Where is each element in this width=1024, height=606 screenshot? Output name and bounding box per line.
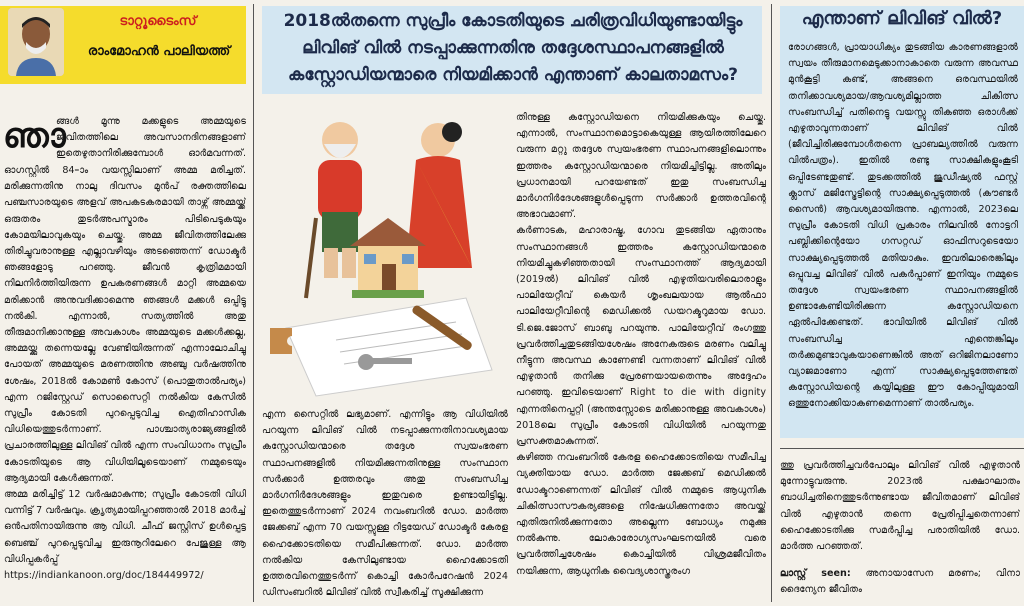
section-divider — [780, 448, 1024, 449]
author-photo — [8, 8, 64, 76]
author-name: രാംമോഹൻ പാലിയത്ത് — [87, 44, 231, 59]
drop-cap: ഞാ — [3, 116, 66, 156]
article-column-1: ഓഗസ്റ്റിൽ 84–ാം വയസ്സിലാണ് അമ്മ മരിച്ചത്. മരിക്കുന്നതിനു നാലു ദിവസം മുൻപ് രക്തത്തിലെ പഞ്ചസാരയുടെ അളവ് അപകടകരമായി താഴ്ന്ന് അമ്മയ്ക്ക് ഒരുതരം തുടർഅപസ്മാരം പിടിപെടുകയും കോമയിലാവുകയും ചെയ്തു. അമ്മ ജീവിതത്തിലേക്കു തിരിച്ചുവരാനുള്ള എല്ലാവഴിയും അടഞ്ഞെന്ന് ഡോക്ടർ ഞങ്ങളോടു പറഞ്ഞു. ജീവൻ കൃത്രിമമായി നിലനിർത്തിയിരുന്ന ഉപകരണങ്ങൾ മാറ്റി അമ്മയെ മരിക്കാൻ അനുവദിക്കാമെന്നു ഞങ്ങൾ മക്കൾ ഒപ്പിട്ടു നൽകി. എന്നാൽ, സത്യത്തിൽ അതു തീരുമാനിക്കാനുള്ള അവകാശം അമ്മയുടെ മക്കൾക്കല്ല, അമ്മയ്ക്കു തന്നെയല്ലേ വേണ്ടിയിരുന്നത് എന്നാലോചിച്ചു പോയത് അമ്മയുടെ മരണത്തിനു അഞ്ചു വർഷത്തിനു ശേഷം, 2018ൽ കോമൺ കോസ് (പൊതുതാൽപര്യം) എന്ന റജിസ്റ്റേഡ് സൊസൈറ്റി നൽകിയ കേസിൽ സുപ്രീം കോടതി പുറപ്പെടുവിച്ച ഐതിഹാസിക വിധിയെത്തുടർന്നാണ്. പാശ്ചാത്യരാജ്യങ്ങളിൽ പ്രചാരത്തിലുള്ള ലിവിങ് വിൽ എന്ന സംവിധാനം സുപ്രീം കോടതിയുടെ ആ വിധിയിലൂടെയാണ് നമ്മുടെയും ആദ്യമായി കേൾക്കുന്നത്. അമ്മ മരിച്ചിട്ട് 12 വർഷമാകുന്നു; സുപ്രീം കോടതി വിധി വന്നിട്ട് 7 വർഷവും. ക്രൃത്യമായിപ്പറഞ്ഞാൽ 2018 മാർച്ച് ഒൻപതിനായിരുന്നു ആ വിധി. ചീഫ് ജസ്റ്റിസ് ഉൾപ്പെട്ട ബെഞ്ച് പുറപ്പെടുവിച്ച ഇരുനൂറിലേറെ പേജുള്ള ആ വിധിപ്പകർപ്പ് https://indiankanoon.org/doc/184449972/ — [4, 165, 246, 582]
article-intro: ങ്ങൾ മൂന്നു മക്കളുടെ അമ്മയുടെ ജീവിതത്തിലെ അവസാനദിനങ്ങളാണ് ഇതെഴുതാനിരിക്കുമ്പോൾ ഓർമവന്നത്. — [56, 116, 246, 160]
article-column-3: തിനുള്ള കസ്റ്റോഡിയനെ നിയമിക്കുകയും ചെയ്തു. എന്നാൽ, സംസ്ഥാനമൊട്ടാകെയുള്ള ആയിരത്തിലേറെ വരുന്ന മറ്റു തദ്ദേശ സ്വയംഭരണ സ്ഥാപനങ്ങളിലൊന്നും ഇത്തരം കസ്റ്റോഡിയന്മാരെ നിയമിച്ചിട്ടില്ല. അതിലും പ്രധാനമായി പറയേണ്ടത് ഇതു സംബന്ധിച്ച മാർഗനിർദേശങ്ങളുൾപ്പെടുന്ന സർക്കാർ ഉത്തരവിന്റെ അഭാവമാണ്. കർണാടക, മഹാരാഷ്ട്ര, ഗോവ തുടങ്ങിയ ഏതാനും സംസ്ഥാനങ്ങൾ ഇത്തരം കസ്റ്റോഡിയന്മാരെ നിയമിച്ചുകഴിഞ്ഞതായി സംസ്ഥാനത്ത് ആദ്യമായി (2019ൽ) ലിവിങ് വിൽ എഴുതിയവരിലൊരാളും പാലിയേറ്റീവ് കെയർ ശൃംഖലയായ ആൽഫാ പാലിയേറ്റീവിന്റെ മെഡിക്കൽ ഡയറക്ടറുമായ ഡോ. ടി.ജെ.ജോസ് ബാബു പറയുന്നു. പാലിയേറ്റീവ് രംഗത്തു പ്രവർത്തിച്ചതുടങ്ങിയശേഷം അനേകരുടെ മരണം വലിച്ചു നീട്ടുന്ന അവസ്ഥ കാണേണ്ടി വന്നതാണ് ലിവിങ് വിൽ എഴുതാൻ തനിക്കു പ്രേരണയായതെന്നും അദ്ദേഹം പറഞ്ഞു. ഇവിടെയാണ് Right to die with dignity എന്നതിനെപ്പറ്റി (അന്തസ്സോടെ മരിക്കാനുള്ള അവകാശം) 2018ലെ സുപ്രീം കോടതി വിധിയിൽ പറയുന്നതു പ്രസക്തമാകുന്നത്. കഴിഞ്ഞ നവംബറിൽ കേരള ഹൈക്കോടതിയെ സമീപിച്ച വ്യക്തിയായ ഡോ. മാർത്ത ജേക്കബ് മെഡിക്കൽ ഡോക്ടറാണെന്നത് ലിവിങ് വിൽ നമ്മുടെ ആധുനിക ചികിത്സാസൗകര്യങ്ങളെ നിഷേധിക്കുന്നതോ അവയ്ക്ക് എതിരുനിൽക്കുന്നതോ അല്ലെന്ന ബോധ്യം നമുക്കു നൽകുന്നു. ലോകാരോഗ്യസംഘടനയിൽ വരെ പ്രവർത്തിച്ചശേഷം കൊച്ചിയിൽ വിശ്രമജീവിതം നയിക്കുന്ന, ആധുനിക വൈദ്യശാസ്ത്രരംഗ — [516, 112, 766, 577]
article-column-2: എന്ന സൈറ്റിൽ ലഭ്യമാണ്. എന്നിട്ടും ആ വിധിയിൽ പറയുന്ന ലിവിങ് വിൽ നടപ്പാക്കുന്നതിനാവശ്യമായ കസ്റ്റോഡിയന്മാരെ തദ്ദേശ സ്വയംഭരണ സ്ഥാപനങ്ങളിൽ നിയമിക്കുന്നതിനുള്ള സംസ്ഥാന സർക്കാർ ഉത്തരവും അതു സംബന്ധിച്ച മാർഗനിർദേശങ്ങളും ഇതുവരെ ഉണ്ടായിട്ടില്ല. ഇതെത്തുടർന്നാണ് 2024 നവംബറിൽ ഡോ. മാർത്ത ജേക്കബ് എന്ന 70 വയസ്സുള്ള റിട്ടയേഡ് ഡോക്ടർ കേരള ഹൈക്കോടതിയെ സമീപിക്കുന്നത്. ഡോ. മാർത്ത നൽകിയ കേസിലുണ്ടായ ഹൈക്കോടതി ഉത്തരവിനെത്തുടർന്ന് കൊച്ചി കോർപറേഷൻ 2024 ഡിസംബറിൽ ലിവിങ് വിൽ സ്വീകരിച്ച് സൂക്ഷിക്കുന്ന — [262, 409, 508, 599]
headline: 2018ൽതന്നെ സുപ്രീം കോടതിയുടെ ചരിത്രവിധിയുണ്ടായിട്ടും ലിവിങ് വിൽ നടപ്പാക്കുന്നതിനു തദ്ദേശസ്ഥാപനങ്ങളിൽ കസ്റ്റോഡിയന്മാരെ നിയമിക്കാൻ എന്താണ് കാലതാമസം? — [283, 11, 743, 85]
column-divider — [771, 4, 772, 602]
sidebar-title: എന്താണ് ലിവിങ് വിൽ? — [801, 8, 1003, 29]
sidebar-body: രോഗങ്ങൾ, പ്രായാധിക്യം തുടങ്ങിയ കാരണങ്ങളാൽ സ്വയം തീരുമാനമെടുക്കാനാകാതെ വരുന്ന അവസ്ഥ മുൻകൂട്ടി കണ്ട്, അങ്ങനെ ഒരവസ്ഥയിൽ തനിക്കാവശ്യമായ/ആവശ്യമില്ലാത്ത ചികിത്സ സംബന്ധിച്ച് പതിനെട്ടു വയസ്സു തികഞ്ഞ ഒരാൾക്ക് എഴുതാവുന്നതാണ് ലിവിങ് വിൽ (ജീവിച്ചിരിക്കുമ്പോൾതന്നെ പ്രാബല്യത്തിൽ വരുന്ന വിൽപത്രം). ഇതിൽ രണ്ടു സാക്ഷികളുംകൂടി ഒപ്പിടേണ്ടതുണ്ട്. തുടക്കത്തിൽ ജുഡീഷ്യൽ ഫസ്റ്റ് ക്ലാസ് മജിസ്ട്രേട്ടിന്റെ സാക്ഷ്യപ്പെടുത്തൽ (കൗണ്ടർ സൈൻ) ആവശ്യമായിരുന്നു. എന്നാൽ, 2023ലെ സുപ്രീം കോടതി വിധി പ്രകാരം നിലവിൽ നോട്ടറി പബ്ലിക്കിന്റെയോ ഗസറ്റഡ് ഓഫിസറുടെയോ സാക്ഷ്യപ്പെടുത്തൽ മതിയാകും. ഇവരിലാരെങ്കിലും ഒപ്പുവച്ച ലിവിങ് വിൽ പകർപ്പാണ് ഇനിയും നമ്മുടെ തദ്ദേശ സ്വയംഭരണ സ്ഥാപനങ്ങളിൽ ഉണ്ടാകേണ്ടിയിരിക്കുന്ന കസ്റ്റോഡിയനെ ഏൽപിക്കേണ്ടത്. ഭാവിയിൽ ലിവിങ് വിൽ സംബന്ധിച്ച എന്തെങ്കിലും തർക്കമുണ്ടാവുകയാണെങ്കിൽ അത് ഒറിജിനലാണോ വ്യാജമാണോ എന്ന് സാക്ഷ്യപ്പെടുത്തേണ്ടത് കസ്റ്റോഡിയന്റെ കയ്യിലുള്ള ഈ കോപ്പിയുമായി ഒത്തുനോക്കിയാകണമെന്നാണ് താൽപര്യം. — [788, 42, 1018, 410]
column-name: ടാറ്റൂടൈംസ് — [119, 14, 197, 29]
illustration-elderly-couple-house — [266, 108, 506, 400]
closing-note — [780, 566, 1020, 602]
article-column-4: ത്തു പ്രവർത്തിച്ചവർപോലും ലിവിങ് വിൽ എഴുതാൻ മുന്നോട്ടുവരുന്നു. 2023ൽ പക്ഷാഘാതം ബാധിച്ചതിനെത്തുടർന്നുണ്ടായ ജീവിതമാണ് ലിവിങ് വിൽ എഴുതാൻ തന്നെ പ്രേരിപ്പിച്ചതെന്നാണ് ഹൈക്കോടതിക്കു സമർപ്പിച്ച പരാതിയിൽ ഡോ. മാർത്ത പറഞ്ഞത്. — [780, 460, 1020, 553]
column-divider — [253, 4, 254, 602]
last-seen-text: അനായാസേന മരണം; വിനാ ദൈന്യേന ജീവിതം — [780, 568, 1020, 596]
last-seen-label: ലാസ്റ്റ് seen: — [780, 568, 851, 579]
